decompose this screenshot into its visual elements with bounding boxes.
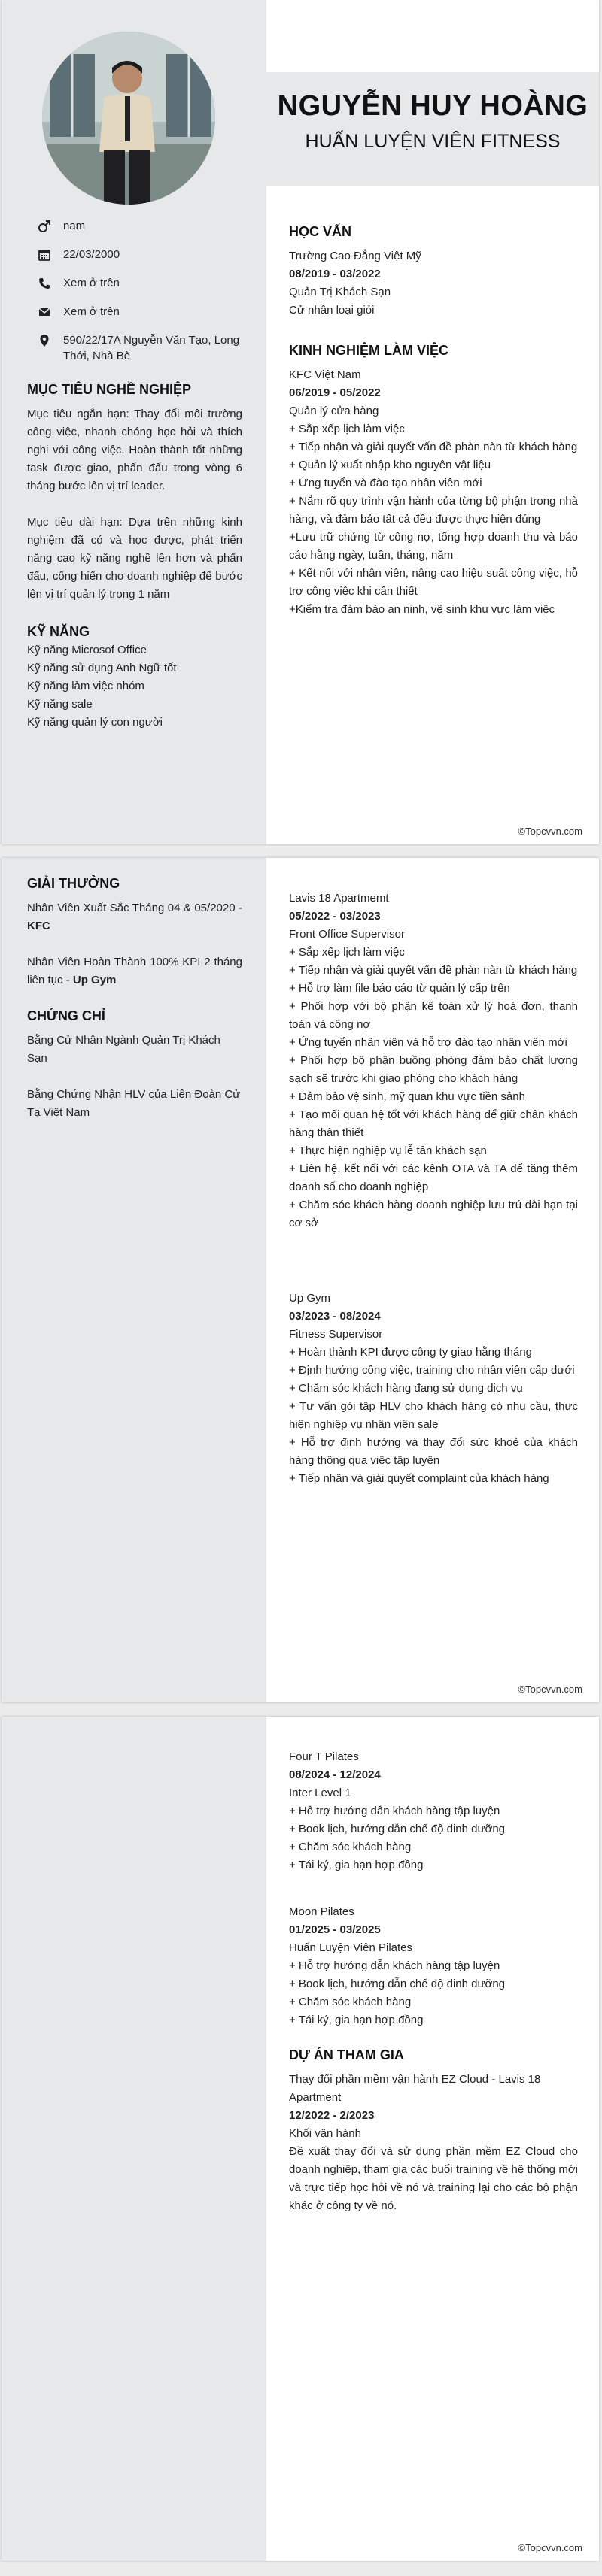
cv-page-1 xyxy=(2,0,599,844)
projects-title: DỰ ÁN THAM GIA xyxy=(289,2047,404,2062)
job-kfc xyxy=(289,366,578,619)
certificate-item: Bằng Cử Nhân Ngành Quản Trị Khách Sạn xyxy=(27,1034,220,1065)
project-description: Đề xuất thay đổi và sử dụng phần mềm EZ Cloud cho doanh nghiệp, tham gia các buổi training về hệ thống mới và trực tiếp học hỏi về nó và training lại cho các bộ phận khác ở công ty về nó. xyxy=(289,2145,578,2212)
job-line: + Tạo mối quan hệ tốt với khách hàng để giữ chân khách hàng thân thiết xyxy=(289,1108,578,1139)
objective-section xyxy=(27,382,242,604)
job-fourt-pilates xyxy=(289,1748,578,1874)
job-company: Up Gym xyxy=(289,1292,331,1305)
job-line: + Sắp xếp lịch làm việc xyxy=(289,423,405,435)
job-period: 06/2019 - 05/2022 xyxy=(289,386,381,399)
job-company: Moon Pilates xyxy=(289,1905,354,1918)
sidebar xyxy=(2,1717,266,2561)
contact-email xyxy=(36,304,254,320)
job-line: + Chăm sóc khách hàng xyxy=(289,1996,412,2008)
job-upgym xyxy=(289,1290,578,1488)
job-line: +Kiểm tra đảm bảo an ninh, vệ sinh khu vực làm việc xyxy=(289,603,555,616)
job-period: 01/2025 - 03/2025 xyxy=(289,1923,381,1936)
job-line: + Hoàn thành KPI được công ty giao hằng tháng xyxy=(289,1346,533,1359)
cv-page-3 xyxy=(2,1717,599,2561)
skills-title: KỸ NĂNG xyxy=(27,624,90,639)
job-position: Inter Level 1 xyxy=(289,1787,351,1799)
contact-birthday-text: 22/03/2000 xyxy=(63,248,120,261)
award-text: Nhân Viên Hoàn Thành 100% KPI 2 tháng liên tục - xyxy=(27,956,242,986)
award-item xyxy=(27,899,242,935)
job-line: + Kết nối với nhân viên, nâng cao hiệu suất công việc, hỗ trợ công việc khi cần thiết xyxy=(289,567,578,598)
certificates-title: CHỨNG CHỈ xyxy=(27,1008,105,1023)
email-icon xyxy=(36,304,53,320)
skills-section xyxy=(27,624,242,732)
award-org: Up Gym xyxy=(72,974,117,986)
job-line: + Tái ký, gia hạn hợp đồng xyxy=(289,1859,424,1871)
skill-item: Kỹ năng sử dụng Anh Ngữ tốt xyxy=(27,662,177,674)
job-position: Huấn Luyện Viên Pilates xyxy=(289,1941,413,1954)
name-band xyxy=(266,72,599,186)
job-company: Lavis 18 Apartmemt xyxy=(289,892,389,905)
job-line: +Lưu trữ chứng từ công nợ, tổng hợp doanh thu và báo cáo hằng ngày, tuần, tháng, năm xyxy=(289,531,578,562)
avatar xyxy=(42,32,215,205)
project-role: Khối vận hành xyxy=(289,2127,361,2140)
contact-phone xyxy=(36,275,254,291)
job-line: + Phối hợp với bộ phận kế toán xử lý hoá đơn, thanh toán và công nợ xyxy=(289,1000,578,1031)
job-line: + Ứng tuyển nhân viên và hỗ trợ đào tạo nhân viên mới xyxy=(289,1036,567,1049)
phone-icon xyxy=(36,275,53,291)
skill-item: Kỹ năng quản lý con người xyxy=(27,716,163,729)
skill-item: Kỹ năng sale xyxy=(27,698,93,711)
job-line: + Chăm sóc khách hàng đang sử dụng dịch vụ xyxy=(289,1382,523,1395)
contact-address xyxy=(36,332,254,364)
contact-birthday xyxy=(36,247,254,262)
experience-section xyxy=(289,343,578,619)
candidate-name: NGUYỄN HUY HOÀNG xyxy=(277,90,588,122)
job-position: Front Office Supervisor xyxy=(289,928,405,941)
calendar-icon xyxy=(36,247,53,262)
project-period: 12/2022 - 2/2023 xyxy=(289,2109,375,2122)
contact-email-text: Xem ở trên xyxy=(63,305,120,318)
award-org: KFC xyxy=(27,920,50,932)
certificates-section xyxy=(27,1008,242,1122)
footer-credit: ©Topcvvn.com xyxy=(518,2542,582,2553)
job-line: + Hỗ trợ hướng dẫn khách hàng tập luyện xyxy=(289,1805,500,1817)
job-period: 05/2022 - 03/2023 xyxy=(289,910,381,923)
job-moon-pilates xyxy=(289,1903,578,2029)
job-period: 03/2023 - 08/2024 xyxy=(289,1310,381,1323)
skill-item: Kỹ năng làm việc nhóm xyxy=(27,680,144,692)
project-name: Thay đổi phần mềm vận hành EZ Cloud - Lavis 18 Apartment xyxy=(289,2073,541,2104)
footer-credit: ©Topcvvn.com xyxy=(518,826,582,837)
candidate-title: HUẤN LUYỆN VIÊN FITNESS xyxy=(305,131,561,152)
awards-section xyxy=(27,876,242,989)
job-line: + Book lịch, hướng dẫn chế độ dinh dưỡng xyxy=(289,1977,506,1990)
experience-title: KINH NGHIỆM LÀM VIỆC xyxy=(289,343,449,358)
skill-item: Kỹ năng Microsof Office xyxy=(27,644,147,656)
contact-gender-text: nam xyxy=(63,220,86,232)
projects-section xyxy=(289,2047,578,2215)
job-line: + Hỗ trợ làm file báo cáo từ quản lý cấp trên xyxy=(289,982,510,995)
job-line: + Tiếp nhận và giải quyết complaint của khách hàng xyxy=(289,1472,549,1485)
job-line: + Hỗ trợ định hướng và thay đổi sức khoẻ của khách hàng thông qua việc tập luyện xyxy=(289,1436,578,1467)
job-line: + Quản lý xuất nhập kho nguyên vật liệu xyxy=(289,459,491,471)
awards-title: GIẢI THƯỞNG xyxy=(27,876,120,891)
job-line: + Chăm sóc khách hàng xyxy=(289,1841,412,1853)
education-title: HỌC VẤN xyxy=(289,224,352,239)
job-line: + Tiếp nhận và giải quyết vấn đề phàn nàn từ khách hàng xyxy=(289,964,578,977)
job-line: + Sắp xếp lịch làm việc xyxy=(289,946,405,959)
job-line: + Liên hệ, kết nối với các kênh OTA và TA để tăng thêm doanh số cho doanh nghiệp xyxy=(289,1162,578,1193)
objective-short: Mục tiêu ngắn hạn: Thay đổi môi trường công việc, nhanh chóng học hỏi và thích nghi với công việc. Hoàn thành tốt những task được giao, phấn đấu trong vòng 6 tháng bước lên vị trí leader. xyxy=(27,408,242,492)
job-line: + Định hướng công việc, training cho nhân viên cấp dưới xyxy=(289,1364,575,1377)
gender-icon xyxy=(36,218,53,234)
footer-credit: ©Topcvvn.com xyxy=(518,1683,582,1695)
job-line: + Tái ký, gia hạn hợp đồng xyxy=(289,2014,424,2026)
job-company: KFC Việt Nam xyxy=(289,368,361,381)
job-line: + Đảm bảo vệ sinh, mỹ quan khu vực tiền sảnh xyxy=(289,1090,525,1103)
award-text: Nhân Viên Xuất Sắc Tháng 04 & 05/2020 - xyxy=(27,902,242,914)
contact-address-text: 590/22/17A Nguyễn Văn Tạo, Long Thới, Nhà Bè xyxy=(63,334,240,362)
objective-long: Mục tiêu dài hạn: Dựa trên những kinh nghiệm đã có và học được, phát triển năng cao kỹ năng nghề lên hơn và phấn đấu, cống hiến cho doanh nghiệp để bước lên vị trí quản lý trong 1 năm xyxy=(27,516,242,601)
job-position: Quản lý cửa hàng xyxy=(289,405,379,417)
job-line: + Hỗ trợ hướng dẫn khách hàng tập luyện xyxy=(289,1959,500,1972)
job-period: 08/2024 - 12/2024 xyxy=(289,1768,381,1781)
job-line: + Thực hiện nghiệp vụ lễ tân khách sạn xyxy=(289,1144,487,1157)
job-lavis xyxy=(289,889,578,1232)
education-period: 08/2019 - 03/2022 xyxy=(289,268,381,280)
job-line: + Ứng tuyển và đào tạo nhân viên mới xyxy=(289,477,482,489)
objective-title: MỤC TIÊU NGHỀ NGHIỆP xyxy=(27,382,192,397)
contact-gender xyxy=(36,218,254,234)
job-position: Fitness Supervisor xyxy=(289,1328,383,1341)
education-school: Trường Cao Đẳng Việt Mỹ xyxy=(289,250,421,262)
avatar-photo xyxy=(42,32,215,205)
job-line: + Tư vấn gói tập HLV cho khách hàng có nhu cầu, thực hiện nghiệp vụ nhân viên sale xyxy=(289,1400,578,1431)
education-major: Quản Trị Khách Sạn xyxy=(289,286,391,299)
job-line: + Book lịch, hướng dẫn chế độ dinh dưỡng xyxy=(289,1823,506,1835)
job-line: + Chăm sóc khách hàng doanh nghiệp lưu trú dài hạn tại cơ sở xyxy=(289,1199,578,1229)
job-line: + Nắm rõ quy trình vận hành của từng bộ phận trong nhà hàng, và đảm bảo tất cả đều được thực hiện đúng xyxy=(289,495,578,526)
award-item xyxy=(27,953,242,989)
education-grade: Cử nhân loại giỏi xyxy=(289,304,375,317)
certificate-item: Bằng Chứng Nhận HLV của Liên Đoàn Cử Tạ Việt Nam xyxy=(27,1088,241,1119)
job-company: Four T Pilates xyxy=(289,1750,359,1763)
contact-phone-text: Xem ở trên xyxy=(63,277,120,289)
cv-page-2 xyxy=(2,858,599,1702)
job-line: + Tiếp nhận và giải quyết vấn đề phàn nàn từ khách hàng xyxy=(289,441,578,453)
contact-list xyxy=(36,218,254,377)
location-icon xyxy=(36,332,53,348)
education-section xyxy=(289,224,578,320)
job-line: + Phối hợp bộ phận buồng phòng đảm bảo chất lượng sạch sẽ trước khi giao phòng cho khách hàng xyxy=(289,1054,578,1085)
